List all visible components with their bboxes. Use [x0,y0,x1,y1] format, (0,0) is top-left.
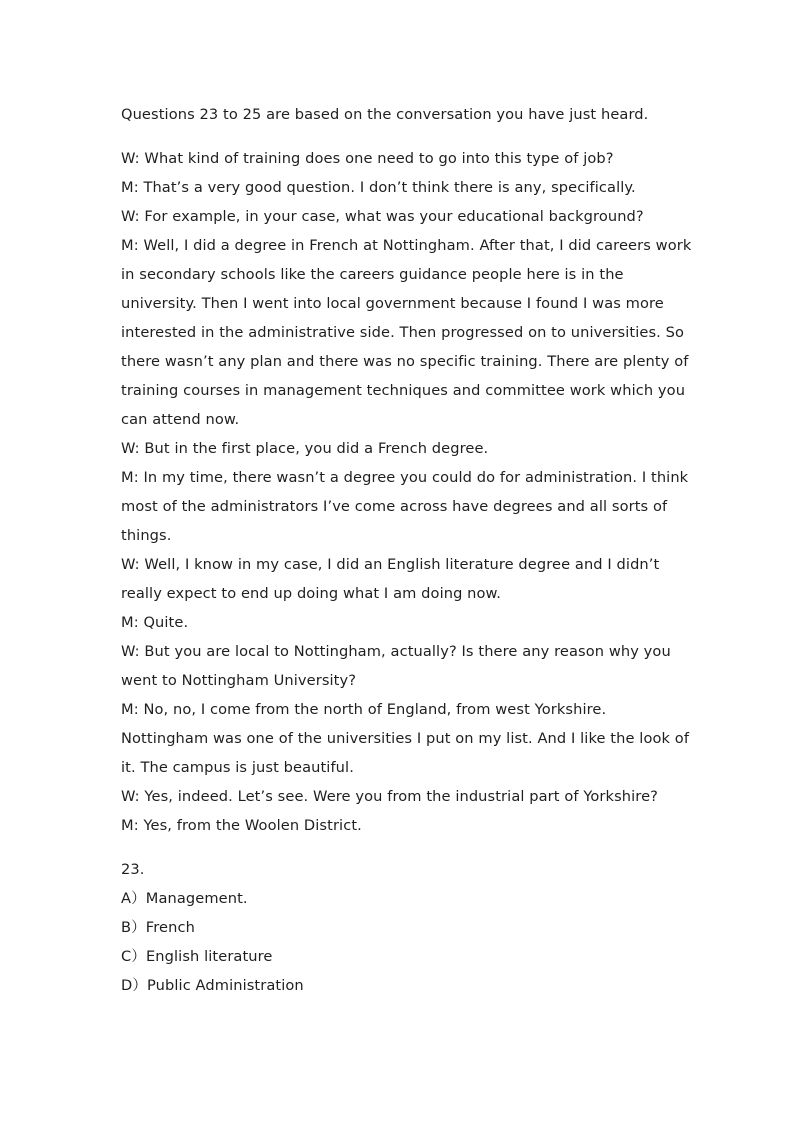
dialogue-line: M: Yes, from the Woolen District. [121,817,362,834]
dialogue-line: it. The campus is just beautiful. [121,759,354,776]
answer-option-c: C）English literature [121,948,273,965]
dialogue-line: M: In my time, there wasn’t a degree you could do for administration. I think [121,469,689,486]
document-body [121,100,691,1000]
dialogue-line: Nottingham was one of the universities I put on my list. And I like the look of [121,730,690,747]
dialogue-line: things. [121,527,172,544]
dialogue-line: there wasn’t any plan and there was no specific training. There are plenty of [121,353,689,370]
dialogue-line: M: Well, I did a degree in French at Nottingham. After that, I did careers work [121,237,692,254]
dialogue-line: in secondary schools like the careers guidance people here is in the [121,266,624,283]
dialogue-line: can attend now. [121,411,240,428]
question-block [121,855,691,1000]
dialogue-transcript [121,144,691,840]
dialogue-line: W: But in the first place, you did a French degree. [121,440,489,457]
intro-text: Questions 23 to 25 are based on the conversation you have just heard. [121,106,649,123]
dialogue-line: M: Quite. [121,614,189,631]
dialogue-line: most of the administrators I’ve come across have degrees and all sorts of [121,498,668,515]
answer-option-b: B）French [121,919,195,936]
dialogue-line: M: That’s a very good question. I don’t think there is any, specifically. [121,179,636,196]
dialogue-line: W: Yes, indeed. Let’s see. Were you from the industrial part of Yorkshire? [121,788,658,805]
answer-option-a: A）Management. [121,890,248,907]
question-number: 23. [121,861,145,878]
paragraph-gap [121,840,691,855]
dialogue-line: W: For example, in your case, what was your educational background? [121,208,644,225]
paragraph-gap [121,129,691,144]
dialogue-line: W: What kind of training does one need to go into this type of job? [121,150,614,167]
dialogue-line: M: No, no, I come from the north of England, from west Yorkshire. [121,701,607,718]
dialogue-line: went to Nottingham University? [121,672,357,689]
dialogue-line: W: Well, I know in my case, I did an English literature degree and I didn’t [121,556,660,573]
dialogue-line: really expect to end up doing what I am doing now. [121,585,501,602]
dialogue-line: interested in the administrative side. Then progressed on to universities. So [121,324,685,341]
dialogue-line: training courses in management techniques and committee work which you [121,382,686,399]
dialogue-line: W: But you are local to Nottingham, actually? Is there any reason why you [121,643,671,660]
dialogue-line: university. Then I went into local government because I found I was more [121,295,664,312]
answer-option-d: D）Public Administration [121,977,304,994]
